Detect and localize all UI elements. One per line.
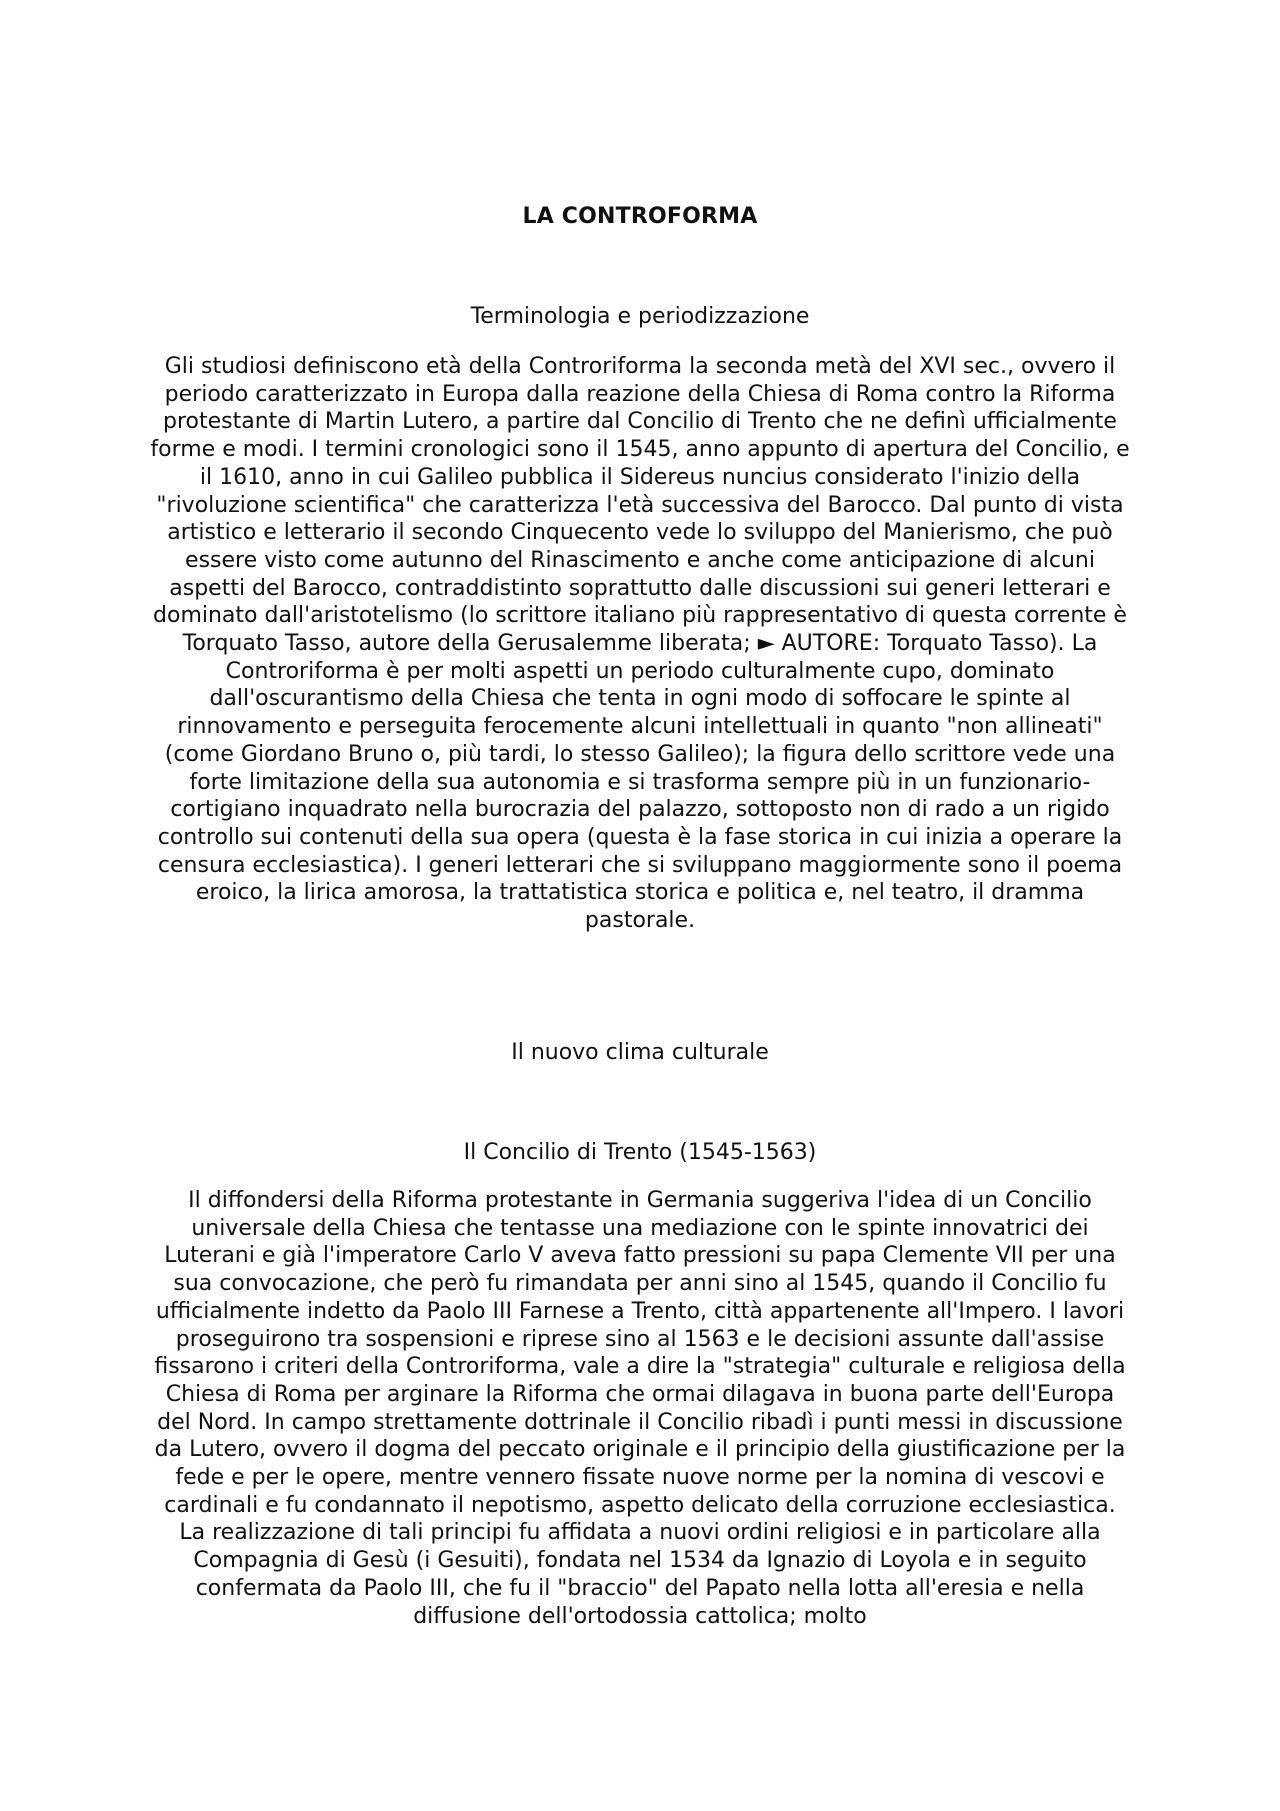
document-title: LA CONTROFORMA <box>522 204 758 229</box>
section-heading-terminologia: Terminologia e periodizzazione <box>470 304 810 329</box>
section-heading-concilio: Il Concilio di Trento (1545-1563) <box>463 1140 817 1165</box>
section-heading-clima-culturale: Il nuovo clima culturale <box>511 1040 769 1065</box>
section-paragraph-concilio: Il diffondersi della Riforma protestante in Germania suggeriva l'idea di un Concilio universale della Chiesa che tentasse una mediazione con le spinte innovatrici dei Luterani e già l'imperatore Carlo V aveva fatto pressioni su papa Clemente VII per una sua convocazione, che però fu rimandata per anni sino al 1545, quando il Concilio fu ufficialmente indetto da Paolo III Farnese a Trento, città appartenente all'Impero. I lavori proseguirono tra sospensioni e riprese sino al 1563 e le decisioni assunte dall'assise fissarono i criteri della Controriforma, vale a dire la "strategia" culturale e religiosa della Chiesa di Roma per arginare la Riforma che ormai dilagava in buona parte dell'Europa del Nord. In campo strettamente dottrinale il Concilio ribadì i punti messi in discussione da Lutero, ovvero il dogma del peccato originale e il principio della giustificazione per la fede e per le opere, mentre vennero fissate nuove norme per la nomina di vescovi e cardinali e fu condannato il nepotismo, aspetto delicato della corruzione ecclesiastica. La realizzazione di tali principi fu affidata a nuovi ordini religiosi e in particolare alla Compagnia di Gesù (i Gesuiti), fondata nel 1534 da Ignazio di Loyola e in seguito confermata da Paolo III, che fu il "braccio" del Papato nella lotta all'eresia e nella diffusione dell'ortodossia cattolica; molto <box>154 1188 1126 1629</box>
section-paragraph-terminologia: Gli studiosi definiscono età della Controriforma la seconda metà del XVI sec., ovvero il periodo caratterizzato in Europa dalla reazione della Chiesa di Roma contro la Riforma protestante di Martin Lutero, a partire dal Concilio di Trento che ne definì ufficialmente forme e modi. I termini cronologici sono il 1545, anno appunto di apertura del Concilio, e il 1610, anno in cui Galileo pubblica il Sidereus nuncius considerato l'inizio della "rivoluzione scientifica" che caratterizza l'età successiva del Barocco. Dal punto di vista artistico e letterario il secondo Cinquecento vede lo sviluppo del Manierismo, che può essere visto come autunno del Rinascimento e anche come anticipazione di alcuni aspetti del Barocco, contraddistinto soprattutto dalle discussioni sui generi letterari e dominato dall'aristotelismo (lo scrittore italiano più rappresentativo di questa corrente è Torquato Tasso, autore della Gerusalemme liberata; ► AUTORE: Torquato Tasso). La Controriforma è per molti aspetti un periodo culturalmente cupo, dominato dall'oscurantismo della Chiesa che tenta in ogni modo di soffocare le spinte al rinnovamento e perseguita ferocemente alcuni intellettuali in quanto "non allineati" (come Giordano Bruno o, più tardi, lo stesso Galileo); la figura dello scrittore vede una forte limitazione della sua autonomia e si trasforma sempre più in un funzionario-cortigiano inquadrato nella burocrazia del palazzo, sottoposto non di rado a un rigido controllo sui contenuti della sua opera (questa è la fase storica in cui inizia a operare la censura ecclesiastica). I generi letterari che si sviluppano maggiormente sono il poema eroico, la lirica amorosa, la trattatistica storica e politica e, nel teatro, il dramma pastorale. <box>150 354 1130 934</box>
